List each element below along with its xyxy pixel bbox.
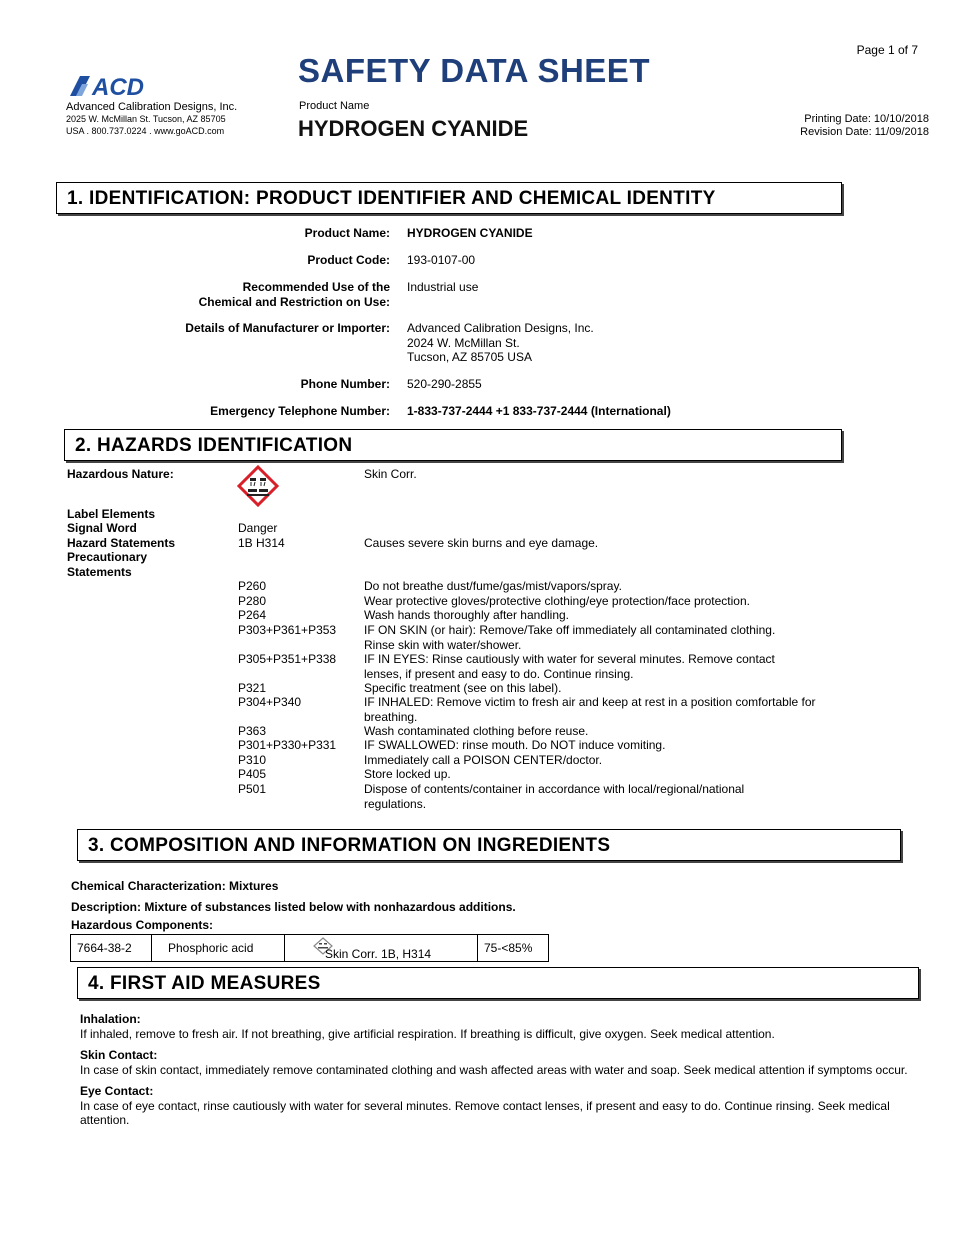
precautionary-label-line-1: Precautionary — [67, 550, 148, 564]
classification-cell — [285, 935, 478, 962]
manufacturer-label: Details of Manufacturer or Importer: — [185, 321, 390, 335]
company-contact-line: USA . 800.737.0224 . www.goACD.com — [66, 126, 225, 136]
classification-text: Skin Corr. 1B, H314 — [325, 947, 432, 961]
product-name-field-label: Product Name: — [304, 226, 390, 240]
concentration: 75-<85% — [478, 935, 549, 962]
recommended-use-label — [0, 280, 390, 309]
precautionary-label-line-2: Statements — [67, 564, 132, 579]
product-name-label: Product Name — [299, 100, 370, 112]
document-dates — [800, 113, 929, 139]
recommended-use-label-line-1: Recommended Use of the — [242, 280, 390, 294]
eye-contact-label: Eye Contact: — [80, 1084, 154, 1098]
precautionary-label — [67, 550, 147, 579]
phone-label: Phone Number: — [300, 377, 390, 391]
skin-contact-label: Skin Contact: — [80, 1048, 158, 1062]
chemical-characterization: Chemical Characterization: Mixtures — [71, 879, 279, 893]
corrosion-pictogram-icon — [237, 465, 279, 512]
emergency-phone-value: 1-833-737-2444 +1 833-737-2444 (International) — [407, 404, 671, 418]
p-text: IF ON SKIN (or hair): Remove/Take off immediately all contaminated clothing. Rinse skin with water/shower. — [364, 623, 776, 652]
emergency-phone-label: Emergency Telephone Number: — [210, 404, 390, 418]
manufacturer-line-1: Advanced Calibration Designs, Inc. — [407, 321, 594, 335]
p-text: Store locked up. — [364, 767, 451, 781]
hazard-statement-text: Causes severe skin burns and eye damage. — [364, 536, 599, 550]
p-text: IF INHALED: Remove victim to fresh air and keep at rest in a position comfortable for breathing. — [364, 695, 816, 724]
doc-title: SAFETY DATA SHEET — [298, 52, 650, 89]
p-text: Wash contaminated clothing before reuse. — [364, 724, 589, 738]
p-code: P305+P351+P338 — [238, 652, 337, 666]
company-address-line: 2025 W. McMillan St. Tucson, AZ 85705 — [66, 114, 226, 124]
recommended-use-value: Industrial use — [407, 280, 479, 294]
p-code: P363 — [238, 724, 267, 738]
p-text: Wear protective gloves/protective clothing/eye protection/face protection. — [364, 594, 750, 608]
first-aid-content — [80, 1012, 920, 1128]
hazard-statement-code: 1B H314 — [238, 536, 285, 550]
section-2-header: 2. HAZARDS IDENTIFICATION — [64, 429, 842, 461]
recommended-use-label-line-2: Chemical and Restriction on Use: — [198, 294, 390, 309]
p-text: IF SWALLOWED: rinse mouth. Do NOT induce vomiting. — [364, 738, 666, 752]
product-name-heading: HYDROGEN CYANIDE — [298, 116, 529, 141]
hazardous-components-label: Hazardous Components: — [71, 918, 214, 932]
p-code: P264 — [238, 608, 267, 622]
inhalation-text: If inhaled, remove to fresh air. If not breathing, give artificial respiration. If breathing is difficult, give oxygen. Seek medical attention. — [80, 1026, 775, 1041]
hazardous-components-table — [70, 934, 549, 962]
p-code: P280 — [238, 594, 267, 608]
cas-number: 7664-38-2 — [71, 935, 152, 962]
section-1-header: 1. IDENTIFICATION: PRODUCT IDENTIFIER AND CHEMICAL IDENTITY — [56, 182, 842, 214]
p-code: P405 — [238, 767, 267, 781]
page-number: Page 1 of 7 — [856, 43, 918, 57]
table-row — [71, 935, 549, 962]
p-text: IF IN EYES: Rinse cautiously with water for several minutes. Remove contact lenses, if present and easy to do. Continue rinsing. — [364, 652, 775, 681]
inhalation-label: Inhalation: — [80, 1012, 141, 1026]
signal-word-label: Signal Word — [67, 521, 137, 535]
p-code: P301+P330+P331 — [238, 738, 337, 752]
section-4-header: 4. FIRST AID MEASURES — [77, 967, 919, 999]
p-code: P310 — [238, 753, 267, 767]
company-name: Advanced Calibration Designs, Inc. — [66, 101, 238, 113]
skin-contact-text: In case of skin contact, immediately remove contaminated clothing and wash affected areas with water and soap. Seek medical attention if symptoms occur. — [80, 1062, 908, 1077]
p-text: Immediately call a POISON CENTER/doctor. — [364, 753, 603, 767]
p-text: Do not breathe dust/fume/gas/mist/vapors/spray. — [364, 579, 622, 593]
section-3-header: 3. COMPOSITION AND INFORMATION ON INGREDIENTS — [77, 829, 901, 861]
phone-value: 520-290-2855 — [407, 377, 482, 391]
p-text: Wash hands thoroughly after handling. — [364, 608, 570, 622]
p-code: P260 — [238, 579, 267, 593]
revision-date: Revision Date: 11/09/2018 — [800, 126, 929, 138]
printing-date: Printing Date: 10/10/2018 — [804, 113, 929, 125]
product-code-label: Product Code: — [307, 253, 390, 267]
manufacturer-line-2: 2024 W. McMillan St. — [407, 335, 520, 350]
product-code-value: 193-0107-00 — [407, 253, 476, 267]
p-code: P501 — [238, 782, 267, 796]
hazardous-nature-value: Skin Corr. — [364, 467, 417, 481]
p-text: Specific treatment (see on this label). — [364, 681, 562, 695]
hazard-statements-label: Hazard Statements — [67, 536, 176, 550]
hazardous-nature-label: Hazardous Nature: — [67, 467, 174, 481]
p-code: P304+P340 — [238, 695, 302, 709]
component-name: Phosphoric acid — [152, 935, 285, 962]
eye-contact-text: In case of eye contact, rinse cautiously with water for several minutes. Remove contact lenses, if present and easy to do. Continue rinsing. Seek medical attention. — [80, 1098, 890, 1127]
p-code: P321 — [238, 681, 267, 695]
manufacturer-value — [407, 321, 594, 365]
product-name-value: HYDROGEN CYANIDE — [407, 226, 533, 240]
manufacturer-line-3: Tucson, AZ 85705 USA — [407, 350, 532, 364]
logo-text: ACD — [92, 74, 144, 100]
p-text: Dispose of contents/container in accordance with local/regional/national regulations. — [364, 782, 745, 811]
signal-word-value: Danger — [238, 521, 278, 535]
label-elements-heading: Label Elements — [67, 507, 156, 521]
composition-description: Description: Mixture of substances listed below with nonhazardous additions. — [71, 900, 516, 914]
p-code: P303+P361+P353 — [238, 623, 337, 637]
company-address — [66, 113, 226, 137]
